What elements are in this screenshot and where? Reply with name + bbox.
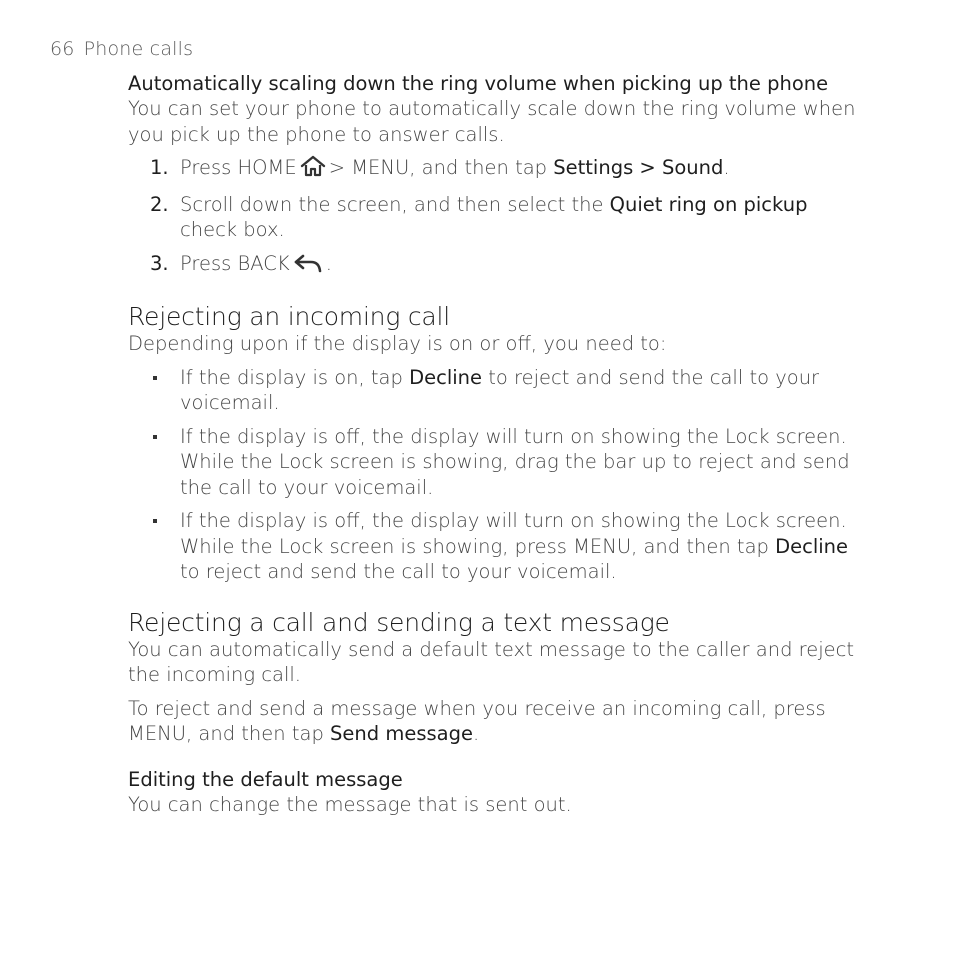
- step-text: > MENU, and then tap: [328, 156, 548, 179]
- ring-volume-heading: Automatically scaling down the ring volume when picking up the phone: [128, 72, 829, 95]
- item-text: If the display is on, tap: [180, 365, 403, 389]
- decline-label: Decline: [775, 534, 849, 558]
- step-2: [128, 192, 864, 243]
- step-text: Scroll down the screen, and then select the: [180, 192, 604, 216]
- decline-label: Decline: [409, 365, 483, 389]
- send-message-label: Send message: [330, 722, 473, 745]
- step-text: .: [723, 156, 730, 179]
- ring-volume-steps: [128, 155, 864, 279]
- reject-with-text-p1: You can automatically send a default text message to the caller and reject the incoming call.: [128, 637, 855, 686]
- page-number: 66: [50, 38, 75, 60]
- step-text: Press HOME: [180, 156, 297, 179]
- step-1: [128, 155, 864, 184]
- edit-default-message-heading: Editing the default message: [128, 767, 403, 791]
- section-name: Phone calls: [83, 38, 194, 60]
- reject-with-text-heading: Rejecting a call and sending a text message: [128, 607, 670, 637]
- rejecting-call-intro: Depending upon if the display is on or off, you need to:: [128, 332, 667, 355]
- list-item: [128, 508, 864, 585]
- list-item: [128, 365, 864, 416]
- ring-volume-intro: You can set your phone to automatically scale down the ring volume when you pick up the phone to answer calls.: [128, 97, 856, 146]
- bullet-marker: [153, 435, 157, 439]
- back-arrow-icon: [293, 253, 323, 280]
- bullet-marker: [153, 376, 157, 380]
- edit-default-message-text: You can change the message that is sent out.: [128, 792, 572, 816]
- reject-with-text-p2: [128, 696, 864, 747]
- step-number: 2.: [150, 192, 169, 216]
- paragraph-text: .: [472, 722, 480, 745]
- step-number: 3.: [150, 251, 169, 275]
- item-text: to reject and send the call to your voicemail.: [180, 560, 617, 583]
- quiet-ring-label: Quiet ring on pickup: [609, 192, 808, 216]
- item-text: If the display is off, the display will turn on showing the Lock screen. While the Lock screen is showing, drag the bar up to reject and send the call to your voicemail.: [180, 424, 850, 499]
- list-item: [128, 424, 864, 501]
- paragraph-text: To reject and send a message when you receive an incoming call, press MENU, and then tap: [128, 696, 826, 745]
- home-icon: [300, 155, 326, 184]
- page-header: [50, 38, 193, 60]
- step-text: .: [325, 251, 332, 275]
- item-text: to reject and send the call to your voicemail.: [180, 365, 820, 414]
- item-text: If the display is off, the display will turn on showing the Lock screen. While the Lock screen is showing, press MENU, and then tap: [180, 509, 847, 558]
- step-text: check box.: [180, 218, 285, 241]
- step-number: 1.: [150, 156, 169, 179]
- bullet-marker: [153, 519, 157, 523]
- page-content: [128, 71, 864, 817]
- rejecting-call-list: [128, 365, 864, 585]
- step-text: Press BACK: [180, 251, 290, 275]
- rejecting-call-heading: Rejecting an incoming call: [128, 302, 451, 331]
- settings-sound-label: Settings > Sound: [553, 156, 724, 179]
- step-3: [128, 251, 864, 280]
